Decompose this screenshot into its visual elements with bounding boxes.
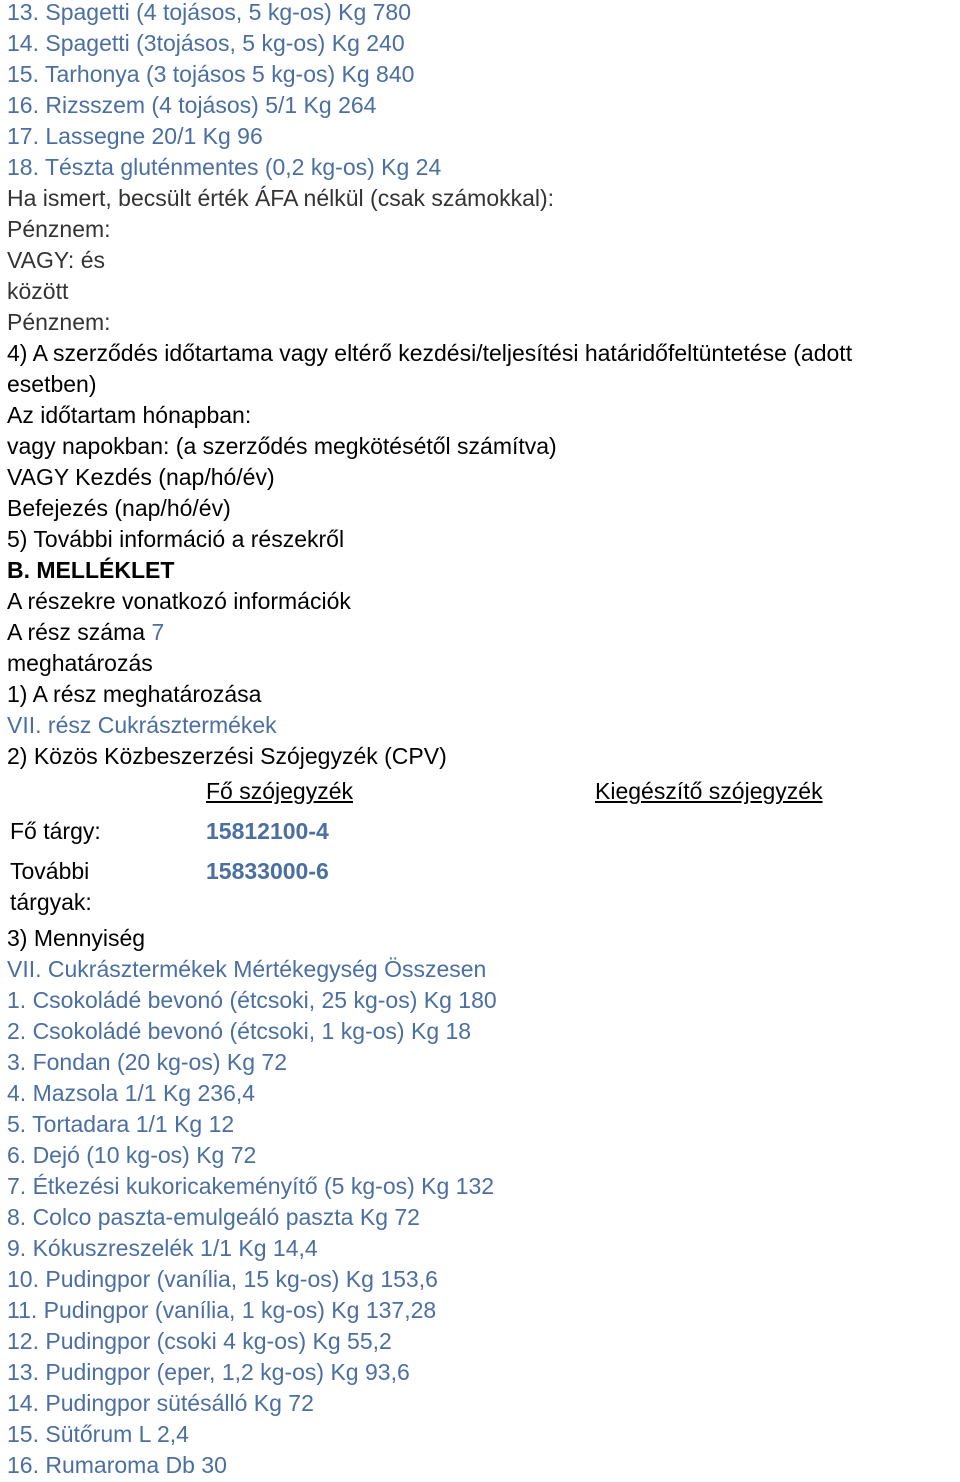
list-item: 14. Spagetti (3tojásos, 5 kg-os) Kg 240 (7, 30, 405, 56)
list-item: 3. Fondan (20 kg-os) Kg 72 (7, 1049, 287, 1075)
list-item: 11. Pudingpor (vanília, 1 kg-os) Kg 137,28 (7, 1297, 437, 1323)
part-name: rész Cukrásztermékek (47, 712, 277, 738)
part-definition-heading: 1) A rész meghatározása (7, 681, 262, 707)
list-item: 13. Spagetti (4 tojásos, 5 kg-os) Kg 780 (7, 0, 412, 25)
cpv-main-label: Fő tárgy: (10, 818, 101, 844)
list-item: 13. Pudingpor (eper, 1,2 kg-os) Kg 93,6 (7, 1359, 410, 1385)
cpv-other-label: További (10, 858, 90, 884)
further-info-heading: 5) További információ a részekről (7, 526, 345, 552)
annex-subtitle: A részekre vonatkozó információk (7, 588, 351, 614)
list-item: 16. Rumaroma Db 30 (7, 1452, 227, 1478)
part-number-row (7, 617, 164, 648)
cpv-supplementary-column-header: Kiegészítő szójegyzék (595, 778, 823, 804)
list-item: 15. Tarhonya (3 tojásos 5 kg-os) Kg 840 (7, 61, 415, 87)
between-label: között (7, 278, 69, 304)
duration-heading-cont: esetben) (7, 371, 97, 397)
list-item: 14. Pudingpor sütésálló Kg 72 (7, 1390, 314, 1416)
months-label: Az időtartam hónapban: (7, 402, 252, 428)
list-item: 10. Pudingpor (vanília, 15 kg-os) Kg 153,6 (7, 1266, 438, 1292)
cpv-main-code: 15812100-4 (206, 818, 329, 844)
duration-heading: 4) A szerződés időtartama vagy eltérő kezdési/teljesítési határidőfeltüntetése (adott (7, 340, 853, 366)
part-number-value: 7 (151, 619, 165, 645)
quantity-heading: 3) Mennyiség (7, 925, 146, 951)
annex-title: B. MELLÉKLET (7, 557, 175, 583)
cpv-other-code: 15833000-6 (206, 858, 329, 884)
list-item: 8. Colco paszta-emulgeáló paszta Kg 72 (7, 1204, 420, 1230)
list-item: 2. Csokoládé bevonó (étcsoki, 1 kg-os) Kg 18 (7, 1018, 472, 1044)
days-label: vagy napokban: (a szerződés megkötésétől számítva) (7, 433, 557, 459)
estimate-label: Ha ismert, becsült érték ÁFA nélkül (csak számokkal): (7, 185, 555, 211)
list-item: 7. Étkezési kukoricakeményítő (5 kg-os) Kg 132 (7, 1173, 495, 1199)
definition-label: meghatározás (7, 650, 153, 676)
cpv-main-column-header: Fő szójegyzék (206, 778, 354, 804)
part-name-row (7, 710, 277, 741)
quantity-table-header (7, 954, 486, 985)
or-and-label: VAGY: és (7, 247, 106, 273)
cpv-other-label-cont: tárgyak: (10, 889, 92, 915)
list-item: 4. Mazsola 1/1 Kg 236,4 (7, 1080, 256, 1106)
list-item: 15. Sütőrum L 2,4 (7, 1421, 189, 1447)
quantity-header-text: Cukrásztermékek Mértékegység Összesen (47, 956, 487, 982)
start-date-label: VAGY Kezdés (nap/hó/év) (7, 464, 275, 490)
cpv-heading: 2) Közös Közbeszerzési Szójegyzék (CPV) (7, 743, 447, 769)
part-name-prefix: VII. (7, 712, 42, 738)
list-item: 18. Tészta gluténmentes (0,2 kg-os) Kg 24 (7, 154, 442, 180)
list-item: 6. Dejó (10 kg-os) Kg 72 (7, 1142, 257, 1168)
list-item: 16. Rizsszem (4 tojásos) 5/1 Kg 264 (7, 92, 377, 118)
end-date-label: Befejezés (nap/hó/év) (7, 495, 231, 521)
list-item: 17. Lassegne 20/1 Kg 96 (7, 123, 263, 149)
currency-label-2: Pénznem: (7, 309, 111, 335)
currency-label: Pénznem: (7, 216, 111, 242)
list-item: 5. Tortadara 1/1 Kg 12 (7, 1111, 235, 1137)
list-item: 12. Pudingpor (csoki 4 kg-os) Kg 55,2 (7, 1328, 392, 1354)
part-number-label: A rész száma (7, 619, 146, 645)
list-item: 9. Kókuszreszelék 1/1 Kg 14,4 (7, 1235, 318, 1261)
quantity-header-prefix: VII. (7, 956, 42, 982)
list-item: 1. Csokoládé bevonó (étcsoki, 25 kg-os) Kg 180 (7, 987, 497, 1013)
